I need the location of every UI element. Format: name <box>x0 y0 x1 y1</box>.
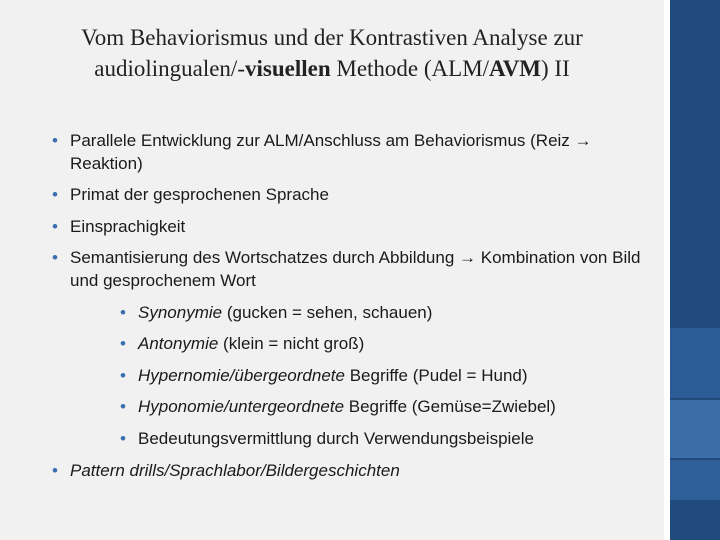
list-item <box>52 247 652 292</box>
title-part: audiolingualen/- <box>94 56 245 81</box>
accent-square <box>670 400 720 458</box>
sub-list-item <box>120 333 652 356</box>
list-item-text: Primat der gesprochenen Sprache <box>70 185 329 205</box>
bullet-icon: • <box>52 216 58 236</box>
sub-item-text: Begriffe (Gemüse=Zwiebel) <box>344 397 556 417</box>
bullet-icon: • <box>120 365 126 385</box>
sub-item-term: Hyponomie/untergeordnete <box>138 397 345 417</box>
list-item-text: Semantisierung des Wortschatzes durch Abbildung → Kombination von Bild und gesprochenem Wort <box>70 248 641 290</box>
sub-item-text: Begriffe (Pudel = Hund) <box>344 365 528 385</box>
title-part: ) II <box>541 56 570 81</box>
title-line-1: Vom Behaviorismus und der Kontrastiven Analyse zur <box>81 25 583 50</box>
title-part: Methode (ALM/ <box>330 56 490 81</box>
sub-item-text: Bedeutungsvermittlung durch Verwendungsbeispiele <box>138 428 534 448</box>
title-line-2 <box>20 53 644 84</box>
sub-item-term: Antonymie <box>138 334 219 354</box>
bullet-icon: • <box>120 334 126 354</box>
accent-band <box>670 0 720 540</box>
list-item <box>52 216 652 239</box>
list-item-text: Parallele Entwicklung zur ALM/Anschluss am Behaviorismus (Reiz → Reaktion) <box>70 131 592 173</box>
list-item-text: Einsprachigkeit <box>70 216 186 236</box>
title-bold-visuellen: visuellen <box>245 56 331 81</box>
list-item-text: Pattern drills/Sprachlabor/Bildergeschichten <box>70 460 400 480</box>
bullet-icon: • <box>52 131 58 150</box>
sub-item-term: Hypernomie/übergeordnete <box>138 365 345 385</box>
list-item <box>52 460 652 483</box>
bullet-icon: • <box>120 302 126 322</box>
bullet-icon: • <box>120 428 126 448</box>
list-item <box>52 130 652 175</box>
sub-list-item <box>120 428 652 451</box>
accent-square <box>670 328 720 398</box>
bullet-icon: • <box>52 248 58 268</box>
sub-list-item <box>120 365 652 388</box>
title-bold-avm: AVM <box>489 56 542 81</box>
sub-list-item <box>120 396 652 419</box>
bullet-icon: • <box>52 185 58 205</box>
bullet-icon: • <box>120 397 126 417</box>
sub-item-term: Synonymie <box>138 302 223 322</box>
sub-list-item <box>120 302 652 325</box>
sub-item-text: (gucken = sehen, schauen) <box>222 302 433 322</box>
bullet-icon: • <box>52 460 58 480</box>
accent-square <box>670 460 720 500</box>
sub-item-text: (klein = nicht groß) <box>218 334 365 354</box>
slide-title <box>20 22 644 84</box>
list-item <box>52 184 652 207</box>
bullet-list <box>52 130 652 491</box>
